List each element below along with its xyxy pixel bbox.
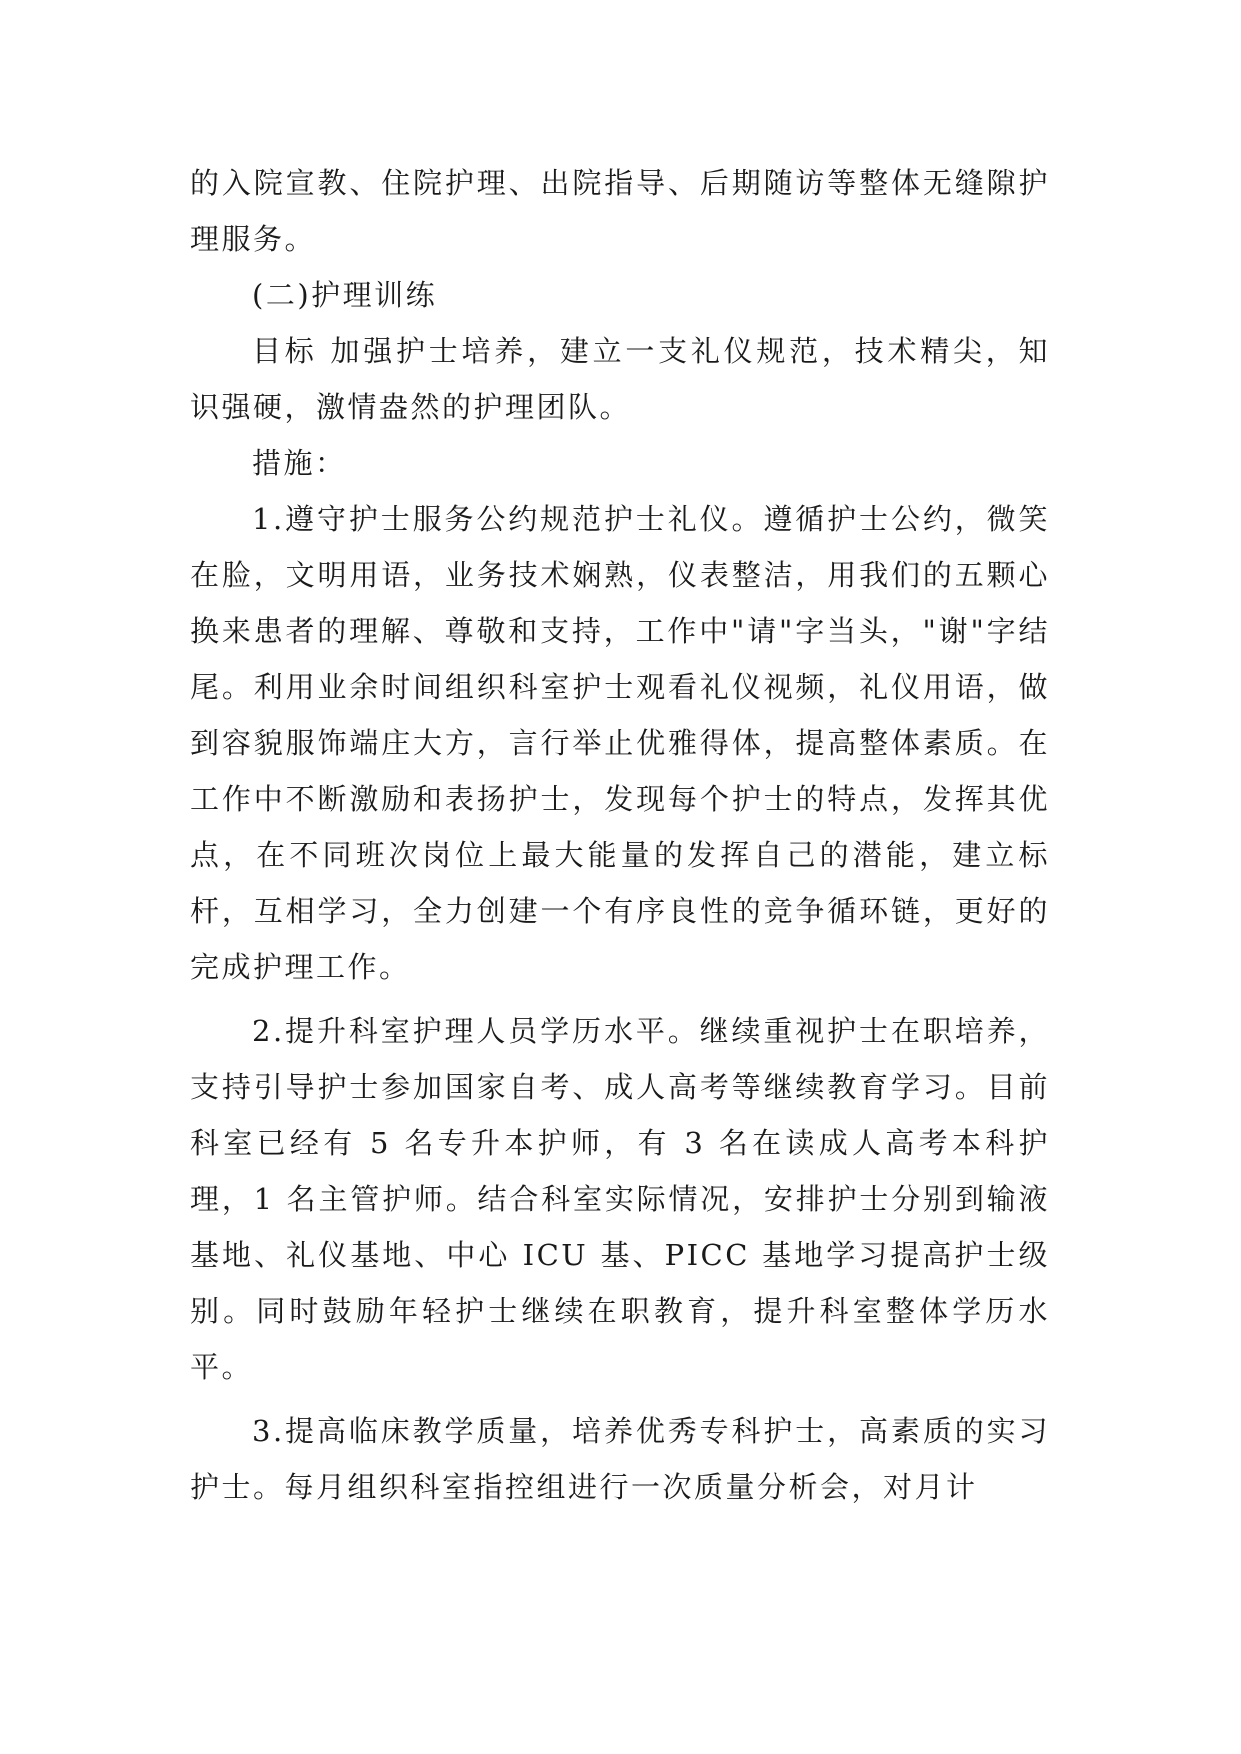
paragraph-measure-2: 2.提升科室护理人员学历水平。继续重视护士在职培养，支持引导护士参加国家自考、成人高考等继续教育学习。目前科室已经有 5 名专升本护师，有 3 名在读成人高考本科护理，1 名主管护师。结合科室实际情况，安排护士分别到输液基地、礼仪基地、中心 ICU 基、PICC 基地学习提高护士级别。同时鼓励年轻护士继续在职教育，提升科室整体学历水平。 (190, 1014, 1050, 1384)
paragraph-measures-label: 措施： (252, 446, 347, 480)
paragraph-continuation: 的入院宣教、住院护理、出院指导、后期随访等整体无缝隙护理服务。 (190, 166, 1050, 256)
paragraph-measure-3: 3.提高临床教学质量，培养优秀专科护士，高素质的实习护士。每月组织科室指控组进行一次质量分析会，对月计 (190, 1414, 1050, 1504)
paragraph-measure-1: 1.遵守护士服务公约规范护士礼仪。遵循护士公约，微笑在脸，文明用语，业务技术娴熟，仪表整洁，用我们的五颗心换来患者的理解、尊敬和支持，工作中"请"字当头，"谢"字结尾。利用业余时间组织科室护士观看礼仪视频，礼仪用语，做到容貌服饰端庄大方，言行举止优雅得体，提高整体素质。在工作中不断激励和表扬护士，发现每个护士的特点，发挥其优点，在不同班次岗位上最大能量的发挥自己的潜能，建立标杆，互相学习，全力创建一个有序良性的竞争循环链，更好的完成护理工作。 (190, 502, 1050, 984)
paragraph-goal: 目标 加强护士培养，建立一支礼仪规范，技术精尖，知识强硬，激情盎然的护理团队。 (190, 334, 1050, 424)
section-heading: (二)护理训练 (252, 278, 438, 312)
document-body (190, 155, 1050, 1515)
